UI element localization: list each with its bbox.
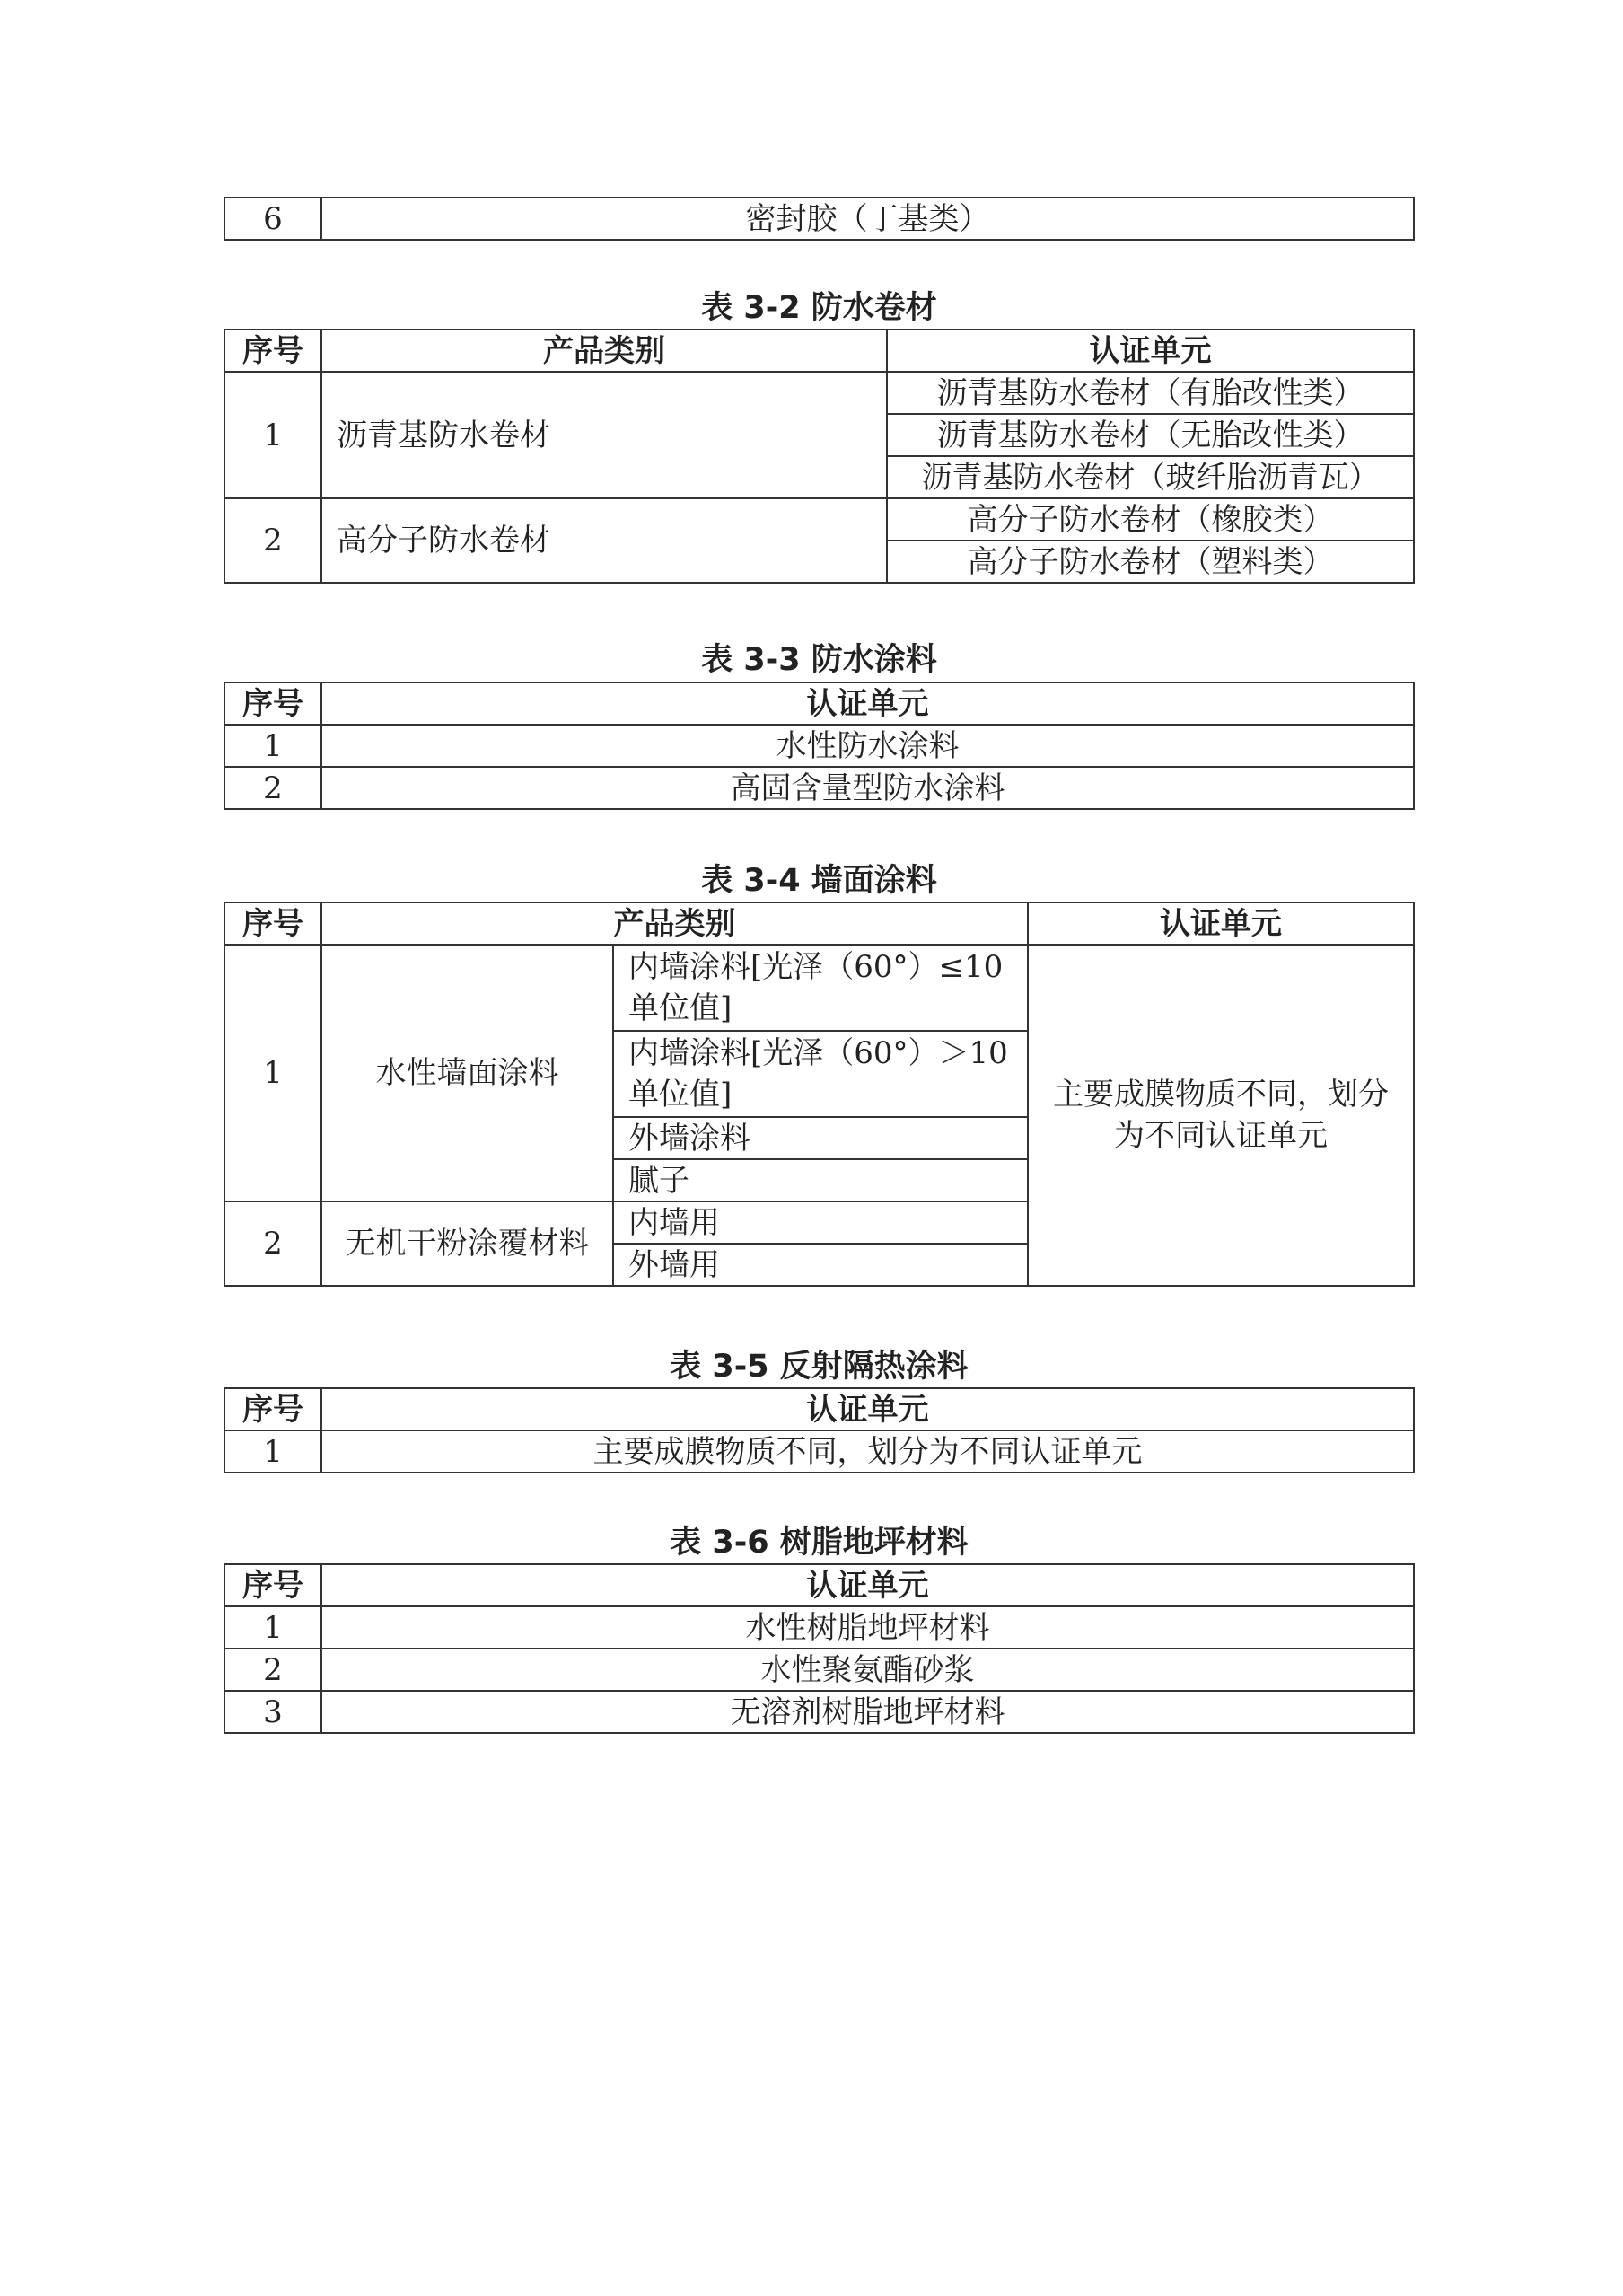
table-3-2-caption: 表 3-2 防水卷材 [701,290,937,326]
cert-unit-note: 主要成膜物质不同，划分为不同认证单元 [1028,945,1414,1286]
header-unit: 认证单元 [321,1564,1414,1606]
product-category-cell: 高分子防水卷材 [321,498,887,583]
header-unit: 认证单元 [887,330,1414,372]
table-3-4 [224,902,1415,1287]
table-row [224,372,1414,414]
table-3-1-tail [224,197,1415,241]
table-header-row [224,902,1414,945]
table-row [224,945,1414,1031]
table-header-row [224,1388,1414,1430]
product-category-cell: 无机干粉涂覆材料 [321,1201,613,1286]
cert-unit-cell: 高分子防水卷材（橡胶类） [887,498,1414,541]
sub-category-cell: 腻子 [613,1159,1028,1201]
row-number: 1 [224,1606,321,1649]
table-3-2 [224,329,1415,584]
product-category-cell: 水性墙面涂料 [321,945,613,1201]
table-row [224,1691,1414,1733]
row-number: 2 [224,767,321,809]
cert-unit-cell: 沥青基防水卷材（无胎改性类） [887,414,1414,456]
row-number: 3 [224,1691,321,1733]
table-row [224,1649,1414,1691]
header-no: 序号 [224,902,321,945]
sub-category-cell: 内墙涂料[光泽（60°）≤10 单位值] [613,945,1028,1031]
sub-category-cell: 内墙用 [613,1201,1028,1244]
table-row [224,1430,1414,1473]
sub-category-cell: 外墙涂料 [613,1117,1028,1159]
header-no: 序号 [224,682,321,725]
row-number: 2 [224,1649,321,1691]
table-row [224,1606,1414,1649]
table-row [224,767,1414,809]
row-number: 1 [224,945,321,1201]
table-row [224,725,1414,767]
row-number: 1 [224,1430,321,1473]
header-unit: 认证单元 [321,1388,1414,1430]
table-3-6 [224,1563,1415,1734]
table-3-4-caption: 表 3-4 墙面涂料 [701,863,937,899]
header-category: 产品类别 [321,902,1028,945]
cert-unit-cell: 水性聚氨酯砂浆 [321,1649,1414,1691]
table-3-5-caption: 表 3-5 反射隔热涂料 [670,1349,969,1385]
table-header-row [224,330,1414,372]
header-no: 序号 [224,1388,321,1430]
cert-unit-cell: 沥青基防水卷材（有胎改性类） [887,372,1414,414]
row-number: 2 [224,498,321,583]
header-no: 序号 [224,330,321,372]
table-3-3-caption: 表 3-3 防水涂料 [701,642,937,678]
row-number: 1 [224,725,321,767]
cert-unit-cell: 沥青基防水卷材（玻纤胎沥青瓦） [887,456,1414,498]
table-header-row [224,1564,1414,1606]
sub-category-cell: 内墙涂料[光泽（60°）＞10 单位值] [613,1031,1028,1117]
cert-unit-cell: 水性树脂地坪材料 [321,1606,1414,1649]
row-number: 6 [224,198,321,240]
cert-unit-cell: 主要成膜物质不同，划分为不同认证单元 [321,1430,1414,1473]
row-number: 1 [224,372,321,498]
header-unit: 认证单元 [1028,902,1414,945]
cert-unit-cell: 水性防水涂料 [321,725,1414,767]
table-3-3 [224,682,1415,810]
product-category-cell: 沥青基防水卷材 [321,372,887,498]
table-3-6-caption: 表 3-6 树脂地坪材料 [670,1525,969,1561]
cert-unit-cell: 高固含量型防水涂料 [321,767,1414,809]
sub-category-cell: 外墙用 [613,1244,1028,1286]
header-category: 产品类别 [321,330,887,372]
row-number: 2 [224,1201,321,1286]
table-header-row [224,682,1414,725]
header-unit: 认证单元 [321,682,1414,725]
cert-unit-cell: 密封胶（丁基类） [321,198,1414,240]
cert-unit-cell: 高分子防水卷材（塑料类） [887,541,1414,583]
table-row [224,498,1414,541]
table-3-5 [224,1387,1415,1473]
header-no: 序号 [224,1564,321,1606]
table-row [224,198,1414,240]
cert-unit-cell: 无溶剂树脂地坪材料 [321,1691,1414,1733]
